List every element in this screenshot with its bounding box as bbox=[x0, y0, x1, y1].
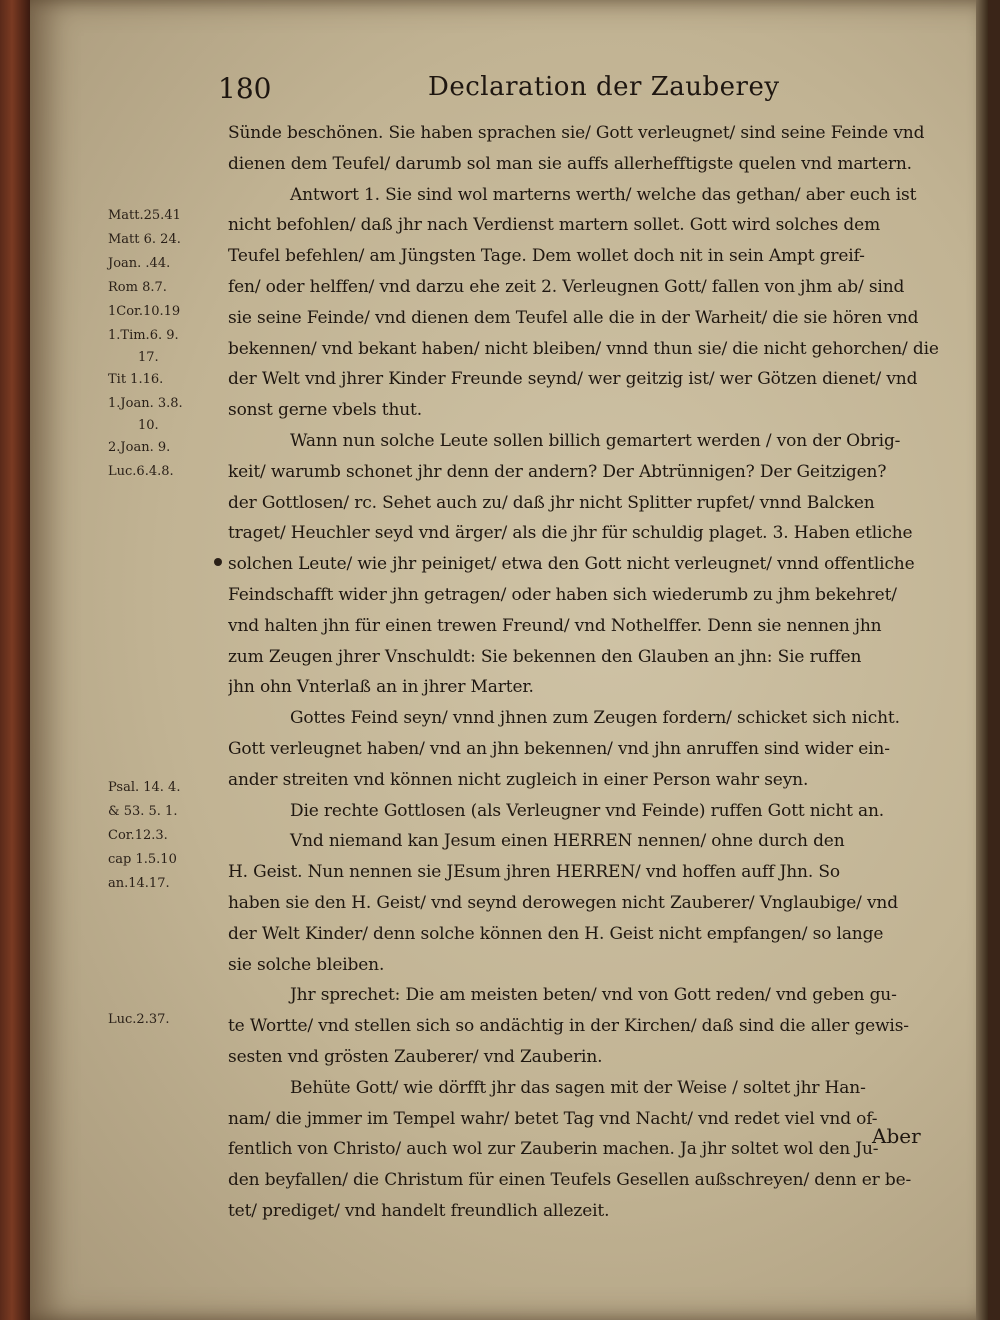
body-text bbox=[228, 118, 940, 1227]
text-line: Die rechte Gottlosen (als Verleugner vnd Feinde) ruffen Gott nicht an. bbox=[290, 800, 885, 821]
margin-note: 1.Tim.6. 9. bbox=[108, 328, 179, 343]
margin-note: 10. bbox=[138, 418, 159, 433]
margin-note: 1.Joan. 3.8. bbox=[108, 396, 183, 411]
page-edge bbox=[976, 0, 988, 1320]
margin-note: & 53. 5. 1. bbox=[108, 804, 178, 819]
text-line: solchen Leute/ wie jhr peiniget/ etwa den Gott nicht verleugnet/ vnnd offentliche bbox=[228, 554, 915, 575]
margin-note: Luc.6.4.8. bbox=[108, 464, 174, 479]
text-line: Gott verleugnet haben/ vnd an jhn bekennen/ vnd jhn anruffen sind wider ein- bbox=[228, 738, 890, 759]
text-line: Gottes Feind seyn/ vnnd jhnen zum Zeugen fordern/ schicket sich nicht. bbox=[290, 708, 900, 729]
text-line: tet/ prediget/ vnd handelt freundlich allezeit. bbox=[228, 1200, 610, 1221]
text-line: vnd halten jhn für einen trewen Freund/ vnd Nothelffer. Denn sie nennen jhn bbox=[228, 615, 882, 636]
text-line: der Welt Kinder/ denn solche können den H. Geist nicht empfangen/ so lange bbox=[228, 923, 884, 944]
text-line: nicht befohlen/ daß jhr nach Verdienst martern sollet. Gott wird solches dem bbox=[228, 215, 881, 236]
text-line: Wann nun solche Leute sollen billich gemartert werden / von der Obrig- bbox=[290, 430, 901, 451]
text-line: Sünde beschönen. Sie haben sprachen sie/ Gott verleugnet/ sind seine Feinde vnd bbox=[228, 123, 925, 143]
text-line: ander streiten vnd können nicht zugleich in einer Person wahr seyn. bbox=[228, 769, 809, 790]
book-spine bbox=[0, 0, 30, 1320]
margin-note: Joan. .44. bbox=[108, 256, 171, 271]
margin-note: Cor.12.3. bbox=[108, 828, 168, 843]
margin-note: Psal. 14. 4. bbox=[108, 780, 181, 795]
text-line: den beyfallen/ die Christum für einen Teufels Gesellen außschreyen/ denn er be- bbox=[228, 1170, 912, 1191]
margin-note: Matt.25.41 bbox=[108, 208, 181, 223]
text-line: haben sie den H. Geist/ vnd seynd derowegen nicht Zauberer/ Vnglaubige/ vnd bbox=[228, 892, 898, 913]
margin-note: cap 1.5.10 bbox=[108, 852, 177, 867]
running-title: Declaration der Zauberey bbox=[428, 72, 780, 102]
text-line: Behüte Gott/ wie dörfft jhr das sagen mit der Weise / soltet jhr Han- bbox=[290, 1077, 866, 1098]
text-line: der Gottlosen/ rc. Sehet auch zu/ daß jhr nicht Splitter rupfet/ vnnd Balcken bbox=[228, 492, 875, 513]
page-number: 180 bbox=[218, 72, 272, 105]
catchword: Aber bbox=[872, 1124, 921, 1148]
margin-note: Rom 8.7. bbox=[108, 280, 167, 295]
margin-note: Luc.2.37. bbox=[108, 1012, 170, 1027]
text-line: Jhr sprechet: Die am meisten beten/ vnd von Gott reden/ vnd geben gu- bbox=[290, 985, 897, 1006]
text-line: bekennen/ vnd bekant haben/ nicht bleiben/ vnnd thun sie/ die nicht gehorchen/ die bbox=[228, 338, 939, 359]
page-header bbox=[0, 72, 1000, 112]
text-line: Antwort 1. Sie sind wol marterns werth/ welche das gethan/ aber euch ist bbox=[290, 184, 917, 205]
text-line: Teufel befehlen/ am Jüngsten Tage. Dem wollet doch nit in sein Ampt greif- bbox=[228, 246, 865, 267]
text-line: sonst gerne vbels thut. bbox=[228, 400, 422, 421]
text-line: fen/ oder helffen/ vnd darzu ehe zeit 2. Verleugnen Gott/ fallen von jhm ab/ sind bbox=[228, 276, 905, 297]
margin-note: 1Cor.10.19 bbox=[108, 304, 181, 319]
margin-note: Matt 6. 24. bbox=[108, 232, 181, 247]
text-line: sesten vnd grösten Zauberer/ vnd Zauberin. bbox=[228, 1046, 603, 1067]
text-line: sie solche bleiben. bbox=[228, 954, 385, 975]
margin-mark bbox=[214, 558, 222, 566]
text-line: der Welt vnd jhrer Kinder Freunde seynd/ wer geitzig ist/ wer Götzen dienet/ vnd bbox=[228, 369, 918, 390]
text-line: H. Geist. Nun nennen sie JEsum jhren HERREN/ vnd hoffen auff Jhn. So bbox=[228, 862, 840, 883]
text-line: te Wortte/ vnd stellen sich so andächtig in der Kirchen/ daß sind die aller gewis- bbox=[228, 1016, 909, 1037]
text-line: Feindschafft wider jhn getragen/ oder haben sich wiederumb zu jhm bekehret/ bbox=[228, 584, 897, 605]
text-line: traget/ Heuchler seyd vnd ärger/ als die jhr für schuldig plaget. 3. Haben etliche bbox=[228, 523, 913, 544]
text-line: sie seine Feinde/ vnd dienen dem Teufel alle die in der Warheit/ die sie hören vnd bbox=[228, 307, 919, 328]
text-line: fentlich von Christo/ auch wol zur Zauberin machen. Ja jhr soltet wol den Ju- bbox=[228, 1139, 879, 1160]
margin-note: Tit 1.16. bbox=[108, 372, 164, 387]
text-line: dienen dem Teufel/ darumb sol man sie auffs allerhefftigste quelen vnd martern. bbox=[228, 153, 912, 174]
text-line: Vnd niemand kan Jesum einen HERREN nennen/ ohne durch den bbox=[290, 831, 845, 852]
margin-notes bbox=[108, 200, 238, 1080]
margin-note: an.14.17. bbox=[108, 876, 170, 891]
margin-note: 2.Joan. 9. bbox=[108, 440, 171, 455]
text-line: jhn ohn Vnterlaß an in jhrer Marter. bbox=[228, 677, 534, 698]
text-line: keit/ warumb schonet jhr denn der andern? Der Abtrünnigen? Der Geitzigen? bbox=[228, 461, 887, 482]
text-line: zum Zeugen jhrer Vnschuldt: Sie bekennen den Glauben an jhn: Sie ruffen bbox=[228, 646, 862, 667]
margin-note: 17. bbox=[138, 350, 159, 365]
text-line: nam/ die jmmer im Tempel wahr/ betet Tag vnd Nacht/ vnd redet viel vnd of- bbox=[228, 1108, 878, 1129]
